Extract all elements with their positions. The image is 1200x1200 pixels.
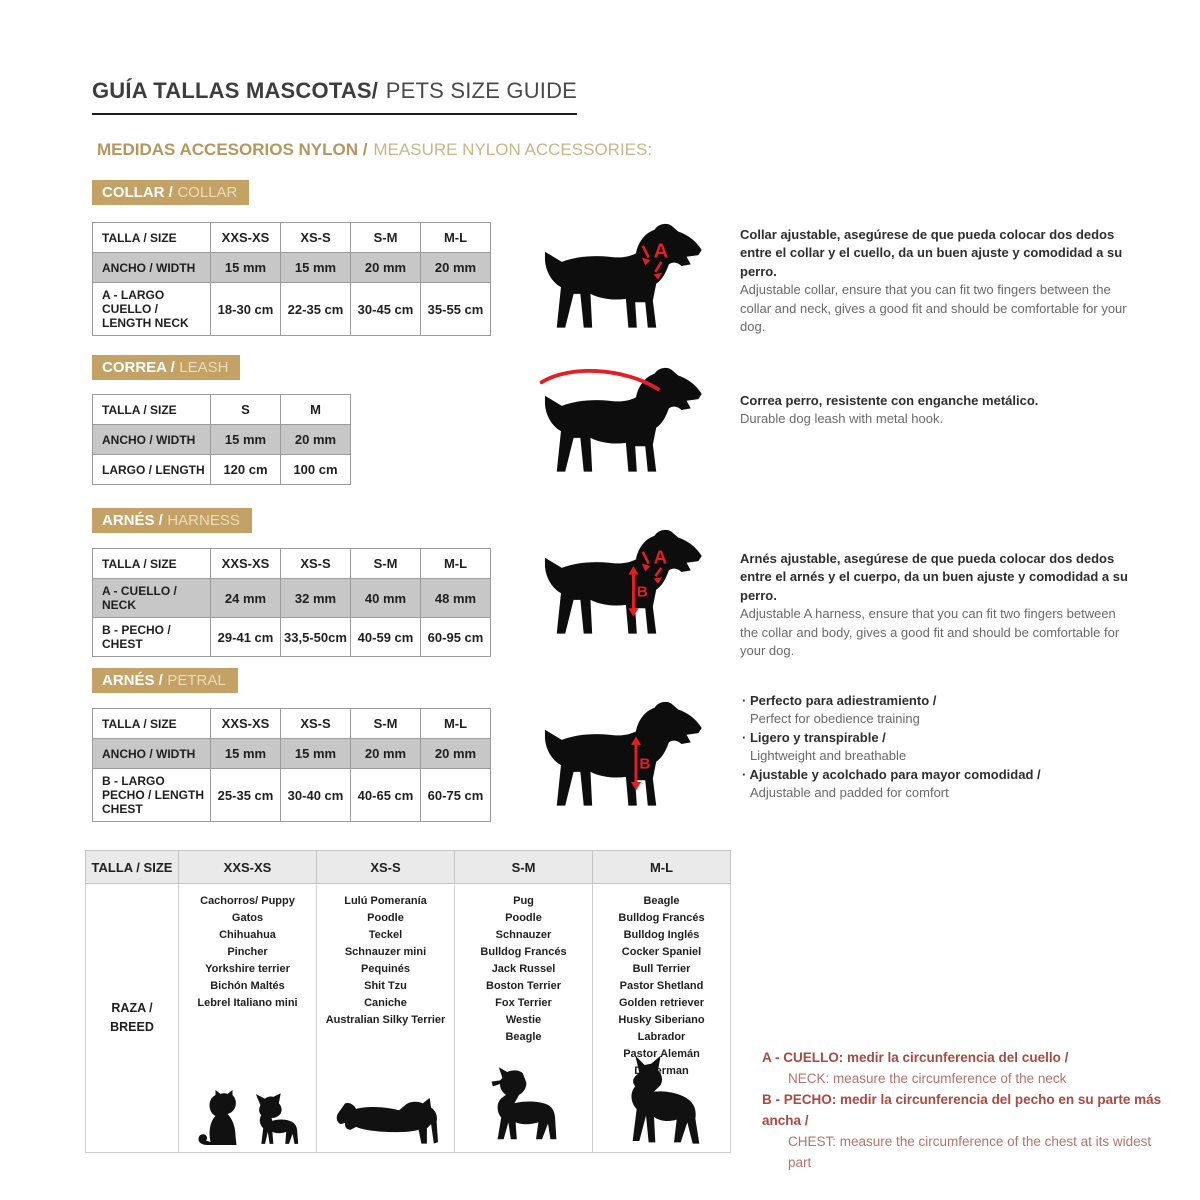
cell: 15 mm (211, 739, 281, 769)
collar-desc-es: Collar ajustable, asegúrese de que pueda colocar dos dedos entre el collar y el cuello, da un buen ajuste y comodidad a su perro. (740, 227, 1123, 279)
petral-size-table (92, 708, 491, 822)
table-row (86, 851, 731, 884)
table-row (86, 884, 731, 1153)
petral-bullet-en: Perfect for obedience training (750, 711, 920, 727)
petral-bullet-en: Lightweight and breathable (750, 748, 907, 764)
breed-column-xs-s (317, 884, 455, 1153)
cell: 15 mm (281, 253, 351, 283)
collar-badge-es: COLLAR / (102, 184, 173, 201)
cell: 30-45 cm (351, 283, 421, 336)
cell: 18-30 cm (211, 283, 281, 336)
page-subtitle-en: MEASURE NYLON ACCESSORIES: (373, 140, 653, 159)
breed-item: Boston Terrier (486, 980, 561, 993)
dog-silhouette-icon (535, 362, 710, 480)
petral-bullet-es: · Ligero y transpirable / (742, 729, 1138, 747)
breed-item: Bull Terrier (632, 963, 691, 976)
col-header: S-M (455, 851, 593, 884)
breed-column-m-l (593, 884, 731, 1153)
page-title (92, 78, 577, 115)
col-header: XS-S (281, 709, 351, 739)
breed-item: Poodle (367, 912, 404, 925)
breed-item: Caniche (364, 997, 407, 1010)
harness-desc-en: Adjustable A harness, ensure that you can fit two fingers between the collar and body, gives a good fit and should be comfortable for your dog. (740, 606, 1120, 659)
breed-item: Yorkshire terrier (205, 963, 290, 976)
harness-badge-es: ARNÉS / (102, 512, 163, 529)
breed-item: Labrador (637, 1031, 686, 1044)
cell: 120 cm (211, 455, 281, 485)
table-row (93, 549, 491, 579)
cell: 40 mm (351, 579, 421, 618)
breed-item: Husky Siberiano (618, 1014, 705, 1027)
petral-badge-es: ARNÉS / (102, 672, 163, 689)
breed-item: Bulldog Francés (618, 912, 705, 925)
row-label: ANCHO / WIDTH (93, 425, 211, 455)
chest-measure-label-b: B (639, 755, 651, 773)
row-label: ANCHO / WIDTH (93, 739, 211, 769)
breed-item: Poodle (505, 912, 542, 925)
col-header: TALLA / SIZE (93, 223, 211, 253)
breed-item: Pug (513, 895, 534, 907)
page-title-es: GUÍA TALLAS MASCOTAS/ (92, 78, 379, 103)
col-header: M-L (421, 549, 491, 579)
leash-desc-es: Correa perro, resistente con enganche metálico. (740, 393, 1039, 408)
row-label: ANCHO / WIDTH (93, 253, 211, 283)
breed-item: Teckel (368, 929, 403, 942)
breed-column-s-m (455, 884, 593, 1153)
leash-description (740, 392, 1136, 429)
col-header: XXS-XS (211, 223, 281, 253)
petral-bullet-es: · Ajustable y acolchado para mayor comodidad / (742, 766, 1138, 784)
breed-item: Cachorros/ Puppy (200, 895, 295, 907)
chihuahua-silhouette-icon (254, 1090, 300, 1148)
dog-silhouette-icon (535, 696, 710, 814)
table-row (93, 283, 491, 336)
breed-label-line1: RAZA / (111, 1001, 153, 1016)
breed-item: Westie (505, 1014, 542, 1027)
note-b-en: CHEST: measure the circumference of the chest at its widest part (788, 1133, 1152, 1170)
breed-item: Shit Tzu (364, 980, 407, 993)
breed-column-xxs-xs (179, 884, 317, 1153)
collar-size-table (92, 222, 491, 336)
breed-list (180, 885, 315, 1012)
harness-dog-illustration (535, 524, 710, 642)
petral-bullet-en: Adjustable and padded for comfort (750, 785, 949, 801)
breed-item: Beagle (643, 895, 680, 907)
col-header: TALLA / SIZE (86, 851, 179, 884)
cell: 15 mm (211, 253, 281, 283)
row-label: B - PECHO / CHEST (93, 618, 211, 657)
row-label: A - LARGO CUELLO / LENGTH NECK (93, 283, 211, 336)
table-row (93, 579, 491, 618)
cell: 40-65 cm (351, 769, 421, 822)
breed-item: Jack Russel (491, 963, 556, 976)
row-label: LARGO / LENGTH (93, 455, 211, 485)
collar-description (740, 226, 1136, 337)
petral-dog-illustration (535, 696, 710, 814)
row-label: A - CUELLO / NECK (93, 579, 211, 618)
leash-badge-es: CORREA / (102, 359, 175, 376)
collar-badge-en: COLLAR (177, 184, 238, 201)
breed-item: Pastor Shetland (619, 980, 704, 993)
breed-item: Doberman (634, 1065, 689, 1078)
measuring-notes (762, 1048, 1172, 1174)
cell: 48 mm (421, 579, 491, 618)
leash-desc-en: Durable dog leash with metal hook. (740, 411, 944, 427)
breed-list (456, 885, 591, 1046)
cell: 32 mm (281, 579, 351, 618)
cat-silhouette-icon (195, 1088, 241, 1148)
collar-desc-en: Adjustable collar, ensure that you can fit two fingers between the collar and neck, gives a good fit and should be comfortable for your dog. (740, 282, 1127, 335)
table-row (93, 395, 351, 425)
breed-list (594, 885, 729, 1081)
breed-row-label (86, 884, 179, 1153)
col-header: S-M (351, 223, 421, 253)
breed-list (318, 885, 453, 1029)
collar-dog-illustration (535, 218, 710, 336)
col-header: XXS-XS (211, 709, 281, 739)
harness-desc-es: Arnés ajustable, asegúrese de que pueda colocar dos dedos entre el arnés y el cuerpo, da un buen ajuste y comodidad a su perro. (740, 551, 1128, 603)
cell: 30-40 cm (281, 769, 351, 822)
page-title-en: PETS SIZE GUIDE (385, 78, 578, 103)
harness-description (740, 550, 1136, 661)
breed-item: Fox Terrier (495, 997, 552, 1010)
breed-item: Australian Silky Terrier (325, 1014, 446, 1027)
petral-badge-en: PETRAL (167, 672, 226, 689)
harness-size-table (92, 548, 491, 657)
breed-item: Bulldog Francés (480, 946, 567, 959)
col-header: M-L (421, 709, 491, 739)
cell: 20 mm (421, 739, 491, 769)
petral-section-badge (92, 668, 238, 693)
cell: 40-59 cm (351, 618, 421, 657)
cell: 22-35 cm (281, 283, 351, 336)
chest-measure-label-b: B (636, 583, 648, 601)
col-header: S (211, 395, 281, 425)
cell: 33,5-50cm (281, 618, 351, 657)
cell: 25-35 cm (211, 769, 281, 822)
table-row (93, 739, 491, 769)
cell: 24 mm (211, 579, 281, 618)
col-header: XS-S (317, 851, 455, 884)
col-header: S-M (351, 549, 421, 579)
cell: 100 cm (281, 455, 351, 485)
petral-feature-list (742, 692, 1138, 803)
dog-silhouette-icon (535, 218, 710, 336)
dog-silhouette-icon (535, 524, 710, 642)
col-header: M (281, 395, 351, 425)
table-row (93, 425, 351, 455)
col-header: XXS-XS (211, 549, 281, 579)
breed-item: Gatos (231, 912, 264, 925)
harness-badge-en: HARNESS (167, 512, 240, 529)
table-row (93, 709, 491, 739)
table-row (93, 769, 491, 822)
table-row (93, 455, 351, 485)
leash-section-badge (92, 355, 240, 380)
col-header: XS-S (281, 549, 351, 579)
col-header: M-L (593, 851, 731, 884)
cell: 20 mm (351, 253, 421, 283)
col-header: S-M (351, 709, 421, 739)
breed-item: Beagle (505, 1031, 542, 1044)
breed-item: Pequinés (361, 963, 410, 976)
cell: 20 mm (421, 253, 491, 283)
breed-size-table (85, 850, 731, 1153)
col-header: TALLA / SIZE (93, 709, 211, 739)
breed-item: Bichón Maltés (210, 980, 285, 993)
table-row (93, 253, 491, 283)
breed-item: Golden retriever (619, 997, 704, 1010)
cell: 60-75 cm (421, 769, 491, 822)
col-header: XXS-XS (179, 851, 317, 884)
col-header: TALLA / SIZE (93, 395, 211, 425)
schnauzer-silhouette-icon (488, 1062, 560, 1148)
dachshund-silhouette-icon (334, 1092, 438, 1148)
cell: 15 mm (211, 425, 281, 455)
col-header: XS-S (281, 223, 351, 253)
breed-label-line2: BREED (110, 1020, 154, 1034)
breed-item: Schnauzer mini (344, 946, 427, 959)
breed-item: Pastor Alemán (623, 1048, 700, 1061)
cell: 15 mm (281, 739, 351, 769)
harness-section-badge (92, 508, 252, 533)
note-b-es: B - PECHO: medir la circunferencia del pecho en su parte más ancha / (762, 1091, 1162, 1128)
leash-size-table (92, 394, 351, 485)
note-a-en: NECK: measure the circumference of the neck (788, 1070, 1067, 1086)
doberman-silhouette-icon (622, 1054, 702, 1148)
col-header: M-L (421, 223, 491, 253)
breed-item: Schnauzer (495, 929, 552, 942)
breed-item: Lulú Pomeranía (344, 895, 427, 907)
neck-measure-label-a: A (653, 240, 669, 263)
breed-item: Lebrel Italiano mini (197, 997, 298, 1010)
cell: 20 mm (281, 425, 351, 455)
table-row (93, 223, 491, 253)
neck-measure-label-a: A (653, 546, 668, 568)
cell: 29-41 cm (211, 618, 281, 657)
breed-item: Cocker Spaniel (621, 946, 702, 959)
leash-dog-illustration (535, 362, 710, 480)
breed-silhouettes (455, 1062, 592, 1148)
note-a-es: A - CUELLO: medir la circunferencia del cuello / (762, 1050, 1069, 1065)
breed-silhouettes (593, 1054, 730, 1148)
breed-item: Chihuahua (219, 929, 276, 942)
leash-badge-en: LEASH (179, 359, 229, 376)
breed-silhouettes (179, 1088, 316, 1148)
cell: 60-95 cm (421, 618, 491, 657)
cell: 20 mm (351, 739, 421, 769)
col-header: TALLA / SIZE (93, 549, 211, 579)
collar-section-badge (92, 180, 249, 205)
page-subtitle-es: MEDIDAS ACCESORIOS NYLON / (97, 140, 368, 159)
petral-bullet-es: · Perfecto para adiestramiento / (742, 692, 1138, 710)
cell: 35-55 cm (421, 283, 491, 336)
breed-item: Bulldog Inglés (623, 929, 700, 942)
breed-item: Pincher (227, 946, 268, 959)
table-row (93, 618, 491, 657)
breed-silhouettes (317, 1092, 454, 1148)
page-subtitle (97, 140, 652, 160)
row-label: B - LARGO PECHO / LENGTH CHEST (93, 769, 211, 822)
